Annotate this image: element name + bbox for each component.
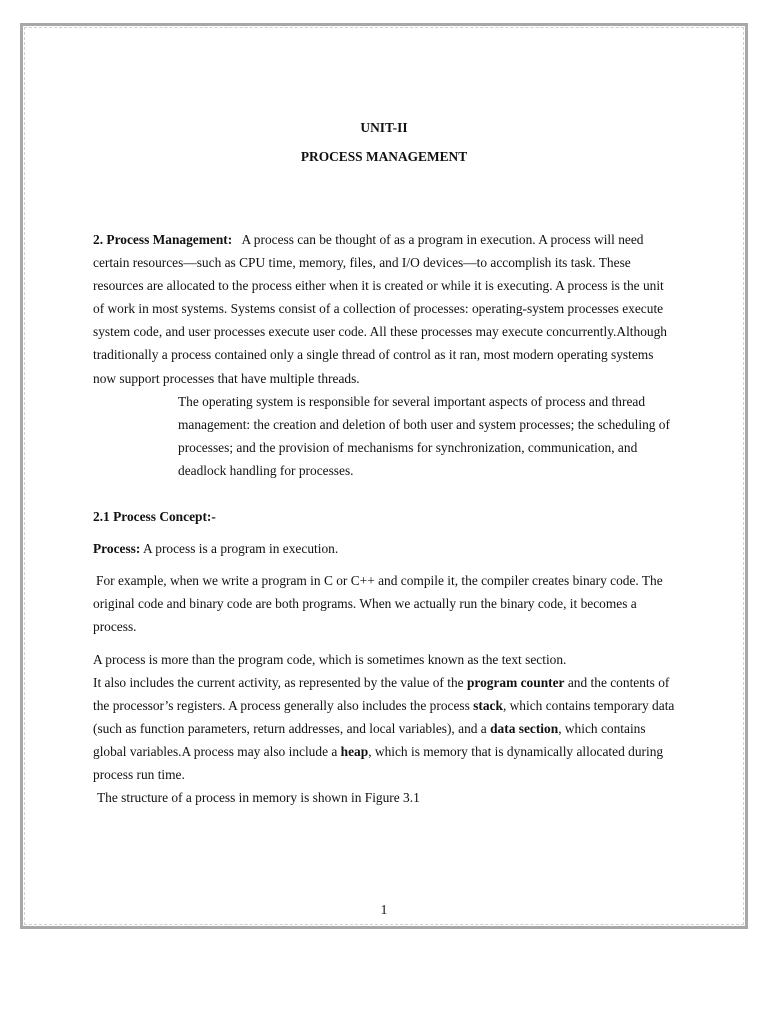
program-counter-term: program counter bbox=[466, 674, 565, 690]
process-definition bbox=[93, 537, 675, 560]
section-2-paragraph-2: The operating system is responsible for several important aspects of process and thread management: the creation and deletion of both user and system processes; the scheduling of processes; and the provision of mechanisms for synchronization, communication, and deadlock handling for processes. bbox=[178, 393, 670, 478]
example-paragraph: For example, when we write a program in C or C++ and compile it, the compiler creates binary code. The original code and binary code are both programs. When we actually run the binary code, it becomes a process. bbox=[93, 573, 663, 635]
document-body bbox=[93, 118, 675, 809]
components-text-a: It also includes the current activity, as represented by the value of the bbox=[93, 674, 467, 690]
data-section-term: data section bbox=[490, 720, 559, 736]
section-2-paragraph bbox=[93, 228, 675, 390]
process-label: Process: bbox=[93, 541, 141, 557]
section-2-heading: 2. Process Management: bbox=[93, 232, 233, 247]
section-2-body: A process can be thought of as a program in execution. A process will need certain resources—such as CPU time, memory, files, and I/O devices—to accomplish its task. These resources are allocated to the process either when it is created or while it is executing. A process is the unit of work in most systems. Systems consist of a collection of processes: operating-system processes execute system code, and user processes execute user code. All these processes may execute concurrently.Although traditionally a process contained only a single thread of control as it ran, most modern operating systems now support processes that have multiple threads. bbox=[93, 232, 667, 386]
components-text-c: , which contains temporary data (such as function parameters, return addresses, and local variables), and a bbox=[93, 697, 675, 736]
heap-term: heap bbox=[340, 743, 369, 759]
text-section-line: A process is more than the program code, which is sometimes known as the text section. bbox=[93, 651, 567, 667]
unit-title: UNIT-II bbox=[360, 120, 408, 135]
section-2-1-heading: 2.1 Process Concept:- bbox=[93, 509, 216, 525]
components-text-e: , which is memory that is dynamically allocated during process run time. bbox=[93, 743, 664, 782]
components-text-b: and the contents of the processor’s registers. A process generally also includes the process bbox=[93, 674, 670, 713]
chapter-title: PROCESS MANAGEMENT bbox=[300, 149, 468, 164]
heading-spacer bbox=[232, 232, 241, 247]
page-number: 1 bbox=[380, 902, 388, 917]
stack-term: stack bbox=[473, 697, 503, 713]
process-components-paragraph bbox=[93, 671, 675, 786]
components-text-d: , which contains global variables.A process may also include a bbox=[93, 720, 646, 759]
structure-line: The structure of a process in memory is shown in Figure 3.1 bbox=[97, 790, 420, 806]
process-definition-text: A process is a program in execution. bbox=[140, 541, 339, 557]
